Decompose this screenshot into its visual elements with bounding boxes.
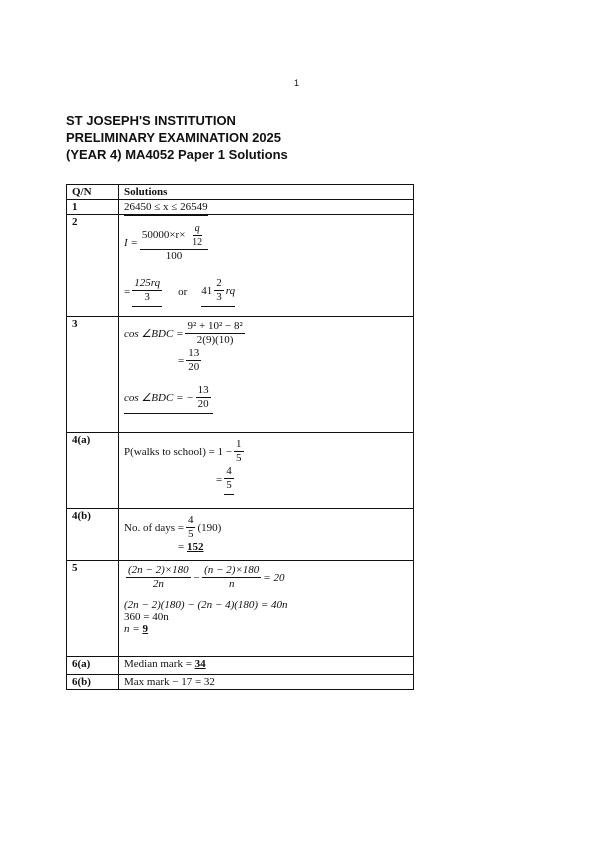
q3-value: = $\frac{13}{20}$ <box>178 347 200 373</box>
solution-cell <box>119 317 414 433</box>
qn-cell: 2 <box>67 215 119 317</box>
qn-cell: 4(a) <box>67 433 119 509</box>
solution-cell <box>119 215 414 317</box>
table-header-row <box>67 185 414 200</box>
q4b-days: No. of days = $\frac{4}{5}$ (190) <box>124 514 222 540</box>
exam-title: PRELIMINARY EXAMINATION 2025 <box>66 130 282 145</box>
qn-cell: 6(b) <box>67 675 119 690</box>
table-row-q6b <box>67 675 414 690</box>
q3-answer: cos ∠BDC = − $\frac{13}{20}$ <box>124 384 213 414</box>
solution-cell: Median mark = 34 <box>119 657 414 675</box>
school-name: ST JOSEPH'S INSTITUTION <box>66 113 236 128</box>
q5-step-2: 360 = 40n <box>124 611 169 623</box>
column-header-solutions: Solutions <box>119 185 414 200</box>
q2-formula: I = 50000×r× $\frac{q}{12}$ 100 <box>124 222 408 263</box>
paper-title: (YEAR 4) MA4052 Paper 1 Solutions <box>66 147 288 162</box>
qn-cell: 6(a) <box>67 657 119 675</box>
q1-answer: 26450 ≤ x ≤ 26549 <box>124 201 208 216</box>
solutions-table <box>66 184 414 690</box>
solution-cell: Max mark − 17 = 32 <box>119 675 414 690</box>
q4a-probability: P(walks to school) = 1 − $\frac{1}{5}$ <box>124 438 242 464</box>
q5-equation: $\frac{(2n - 2)\times 180}{2n}$ − $\frac{(n - 2)\times 180}{n}$ = 20 <box>128 564 285 590</box>
table-row-q3 <box>67 317 414 433</box>
table-row-q2 <box>67 215 414 317</box>
table-row-q1 <box>67 200 414 215</box>
solution-cell <box>119 433 414 509</box>
table-row-q4a <box>67 433 414 509</box>
q3-cosine-rule: cos ∠BDC = $\frac{\text{9² + 10² − 8²}}{2(9)(10)}$ <box>124 320 243 346</box>
solution-cell <box>119 561 414 657</box>
solution-cell <box>119 509 414 561</box>
qn-cell: 4(b) <box>67 509 119 561</box>
table-row-q4b <box>67 509 414 561</box>
q4a-answer: = $\frac{4}{5}$ <box>216 465 408 495</box>
column-header-qn: Q/N <box>67 185 119 200</box>
qn-cell: 3 <box>67 317 119 433</box>
table-row-q5 <box>67 561 414 657</box>
q2-answers: = $\frac{125rq}{3}$ or 41 $\frac{2}{3}$ rq <box>124 277 408 307</box>
document-header <box>66 112 288 163</box>
table-row-q6a <box>67 657 414 675</box>
q5-answer: n = 9 <box>124 623 148 635</box>
page-number: 1 <box>294 78 300 88</box>
q5-step-1: (2n − 2)(180) − (2n − 4)(180) = 40n <box>124 599 288 611</box>
qn-cell: 1 <box>67 200 119 215</box>
solution-cell <box>119 200 414 215</box>
qn-cell: 5 <box>67 561 119 657</box>
q4b-answer: = 152 <box>178 541 204 553</box>
